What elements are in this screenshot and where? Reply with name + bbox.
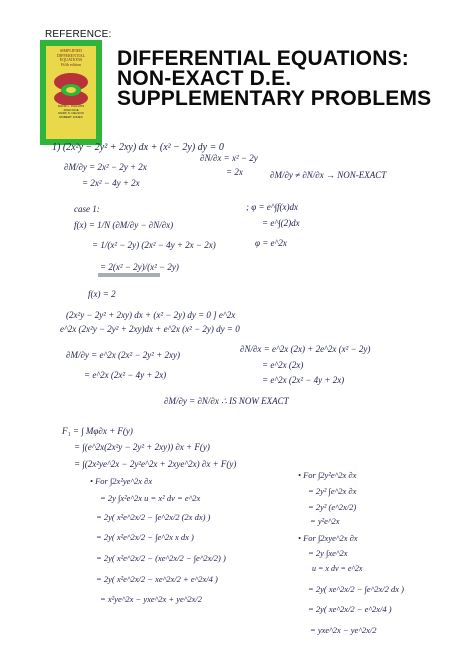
term3-substitution: u = x dv = e^2x xyxy=(312,564,363,573)
term2-result: = y²e^2x xyxy=(310,516,340,526)
page-title-line-2: NON-EXACT D.E. xyxy=(117,67,292,90)
term1-step3: = 2y( x²e^2x/2 − ∫e^2x x dx ) xyxy=(96,532,194,542)
case-label: case 1: xyxy=(74,204,100,214)
partial-n-step1: ∂N/∂x = x² − 2y xyxy=(200,153,258,163)
term1-step1: = 2y ∫x²e^2x u = x² dv = e^2x xyxy=(100,493,201,503)
book-cover-authors: DAVID L. PHILLIPS JOHN DOE MARK S. NELSON ROBERT JONES xyxy=(57,104,85,119)
partial-m-step2: = 2x² − 4y + 2x xyxy=(82,178,140,188)
term3-result: = yxe^2x − ye^2x/2 xyxy=(310,625,377,635)
new-partial-n-step2: = e^2x (2x) xyxy=(262,360,304,370)
phi-formula: ; φ = e^∫f(x)dx xyxy=(246,202,299,212)
phi-step2: = e^∫(2)dx xyxy=(262,218,300,228)
integrating-factor-formula: f(x) = 1/N (∂M/∂y − ∂N/∂x) xyxy=(74,220,174,230)
problem-statement: 1) (2x²y − 2y² + 2xy) dx + (x² − 2y) dy = 0 xyxy=(52,142,224,153)
page-title-line-1: DIFFERENTIAL EQUATIONS: xyxy=(117,47,409,70)
page-title-line-3: SUPPLEMENTARY PROBLEMS xyxy=(117,87,432,110)
multiplied-equation-expanded: e^2x (2x²y − 2y² + 2xy)dx + e^2x (x² − 2y) dy = 0 xyxy=(60,324,240,334)
multiplied-equation: (2x²y − 2y² + 2xy) dx + (x² − 2y) dy = 0 ] e^2x xyxy=(66,310,236,320)
new-partial-m-step1: ∂M/∂y = e^2x (2x² − 2y² + 2xy) xyxy=(66,350,181,360)
term1-step2: = 2y( x²e^2x/2 − ∫e^2x/2 (2x dx) ) xyxy=(96,512,211,522)
reference-label: REFERENCE: xyxy=(45,29,112,40)
book-cover-title: SIMPLIFIED DIFFERENTIAL EQUATIONS Fifth edition xyxy=(56,48,86,67)
partial-m-step1: ∂M/∂y = 2x² − 2y + 2x xyxy=(64,162,147,172)
potential-function-step2: = ∫(e^2x(2x²y − 2y² + 2xy)) ∂x + F(y) xyxy=(74,442,210,452)
term2-step1: = 2y² ∫e^2x ∂x xyxy=(308,486,357,496)
potential-function-formula: F₁ = ∫ Mφ∂x + F(y) xyxy=(62,426,133,436)
phi-result: φ = e^2x xyxy=(255,238,287,248)
integrating-factor-result: f(x) = 2 xyxy=(88,289,116,299)
term2-heading: • For ∫2y²e^2x ∂x xyxy=(298,470,357,480)
term3-step1: = 2y ∫xe^2x xyxy=(308,548,348,558)
term1-step4: = 2y( x²e^2x/2 − (xe^2x/2 − ∫e^2x/2) ) xyxy=(96,553,226,563)
potential-function-step3: = ∫(2x²ye^2x − 2y²e^2x + 2xye^2x) ∂x + F(y) xyxy=(74,459,237,469)
new-partial-n-step1: ∂N/∂x = e^2x (2x) + 2e^2x (x² − 2y) xyxy=(240,344,371,354)
new-partial-n-step3: = e^2x (2x² − 4y + 2x) xyxy=(262,375,345,385)
term3-heading: • For ∫2xye^2x ∂x xyxy=(298,533,358,543)
non-exact-conclusion: ∂M/∂y ≠ ∂N/∂x → NON-EXACT xyxy=(270,170,387,180)
term3-step3: = 2y( xe^2x/2 − e^2x/4 ) xyxy=(308,604,392,614)
term1-step5: = 2y( x²e^2x/2 − xe^2x/2 + e^2x/4 ) xyxy=(96,574,218,584)
term1-heading: • For ∫2x²ye^2x ∂x xyxy=(90,476,153,486)
integrating-factor-step2: = 1/(x² − 2y) (2x² − 4y + 2x − 2x) xyxy=(92,240,216,250)
integrating-factor-step3: = 2(x² − 2y)/(x² − 2y) xyxy=(100,262,179,272)
exact-conclusion: ∂M/∂y = ∂N/∂x ∴ IS NOW EXACT xyxy=(164,396,289,406)
partial-n-step2: = 2x xyxy=(226,167,243,177)
new-partial-m-step2: = e^2x (2x² − 4y + 2x) xyxy=(84,370,167,380)
term1-result: = x²ye^2x − yxe^2x + ye^2x/2 xyxy=(100,594,202,604)
term3-step2: = 2y( xe^2x/2 − ∫e^2x/2 dx ) xyxy=(308,584,405,594)
term2-step2: = 2y² (e^2x/2) xyxy=(308,502,357,512)
